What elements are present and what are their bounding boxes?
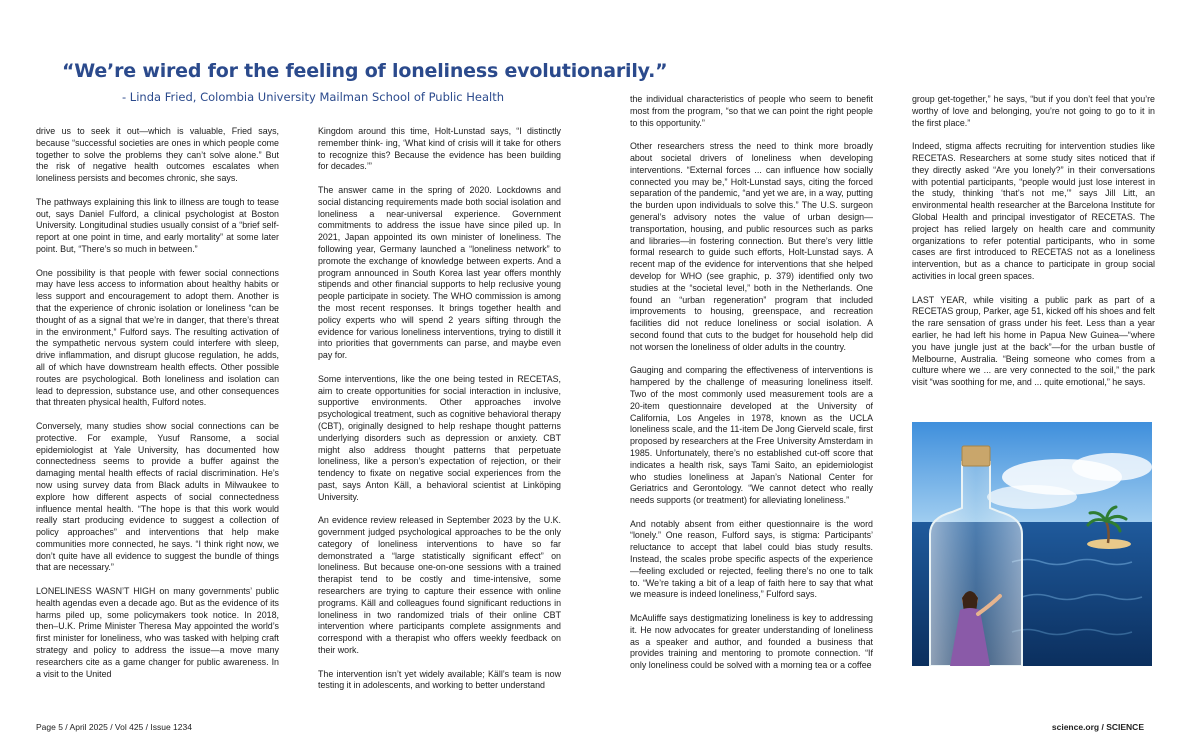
article-column-1	[36, 126, 279, 692]
paragraph: Other researchers stress the need to think more broadly about societal drivers of loneliness when developing interventions. “External forces ... can influence how socially connected you may be,” Holt-Lunstad says, citing the forced separation of the pandemic, “and yet we are, in a way, putting the burden upon individuals to solve this.” The U.S. surgeon general’s advisory notes the value of urban design—transportation, housing, and public resources such as parks and libraries—in fostering connection. But there’s very little formal research to guide such efforts, Holt-Lunstad says. A recent map of the evidence for interventions that she helped develop for WHO (see graphic, p. 379) identified only two studies at the “societal level,” both in the Netherlands. One found an “urban regeneration” program that included improvements to housing, greenspace, and recreation facilities did not reduce loneliness or social isolation. A second found that cuts to the budget for household help did not worsen the loneliness of older adults in the country.	[630, 141, 873, 352]
pull-quote-attribution: - Linda Fried, Colombia University Mailman School of Public Health	[122, 90, 505, 104]
cloud	[1072, 453, 1152, 481]
paragraph: An evidence review released in September 2023 by the U.K. government judged psychological approaches to be the only category of loneliness interventions to have so far demonstrated a “large statistically significant effect” on loneliness. But because one-on-one sessions with a trained therapist tend to be costly and time-intensive, some researchers are trying to capture their essence with online programs. Käll and colleagues found significant reductions in loneliness in two randomized trials of their online CBT intervention where participants complete assignments and correspond with a therapist who offers weekly feedback on their work.	[318, 515, 561, 656]
paragraph: drive us to seek it out—which is valuable, Fried says, because “successful societies are ones in which people come together to solve the problems they can’t solve alone.” But the risk of negative health outcomes escalates when loneliness persists and becomes chronic, she says.	[36, 126, 279, 184]
paragraph: One possibility is that people with fewer social connections may have less access to information about healthy habits or less support and encouragement to adopt them. Another is that the experience of chronic isolation or loneliness “can be thought of as a signal that we’re in danger, that there’s threat in the environment,” Fulford says. The resulting activation of the sympathetic nervous system could interfere with sleep, drive inflammation, and disrupt glucose regulation, he adds, all of which have downstream health effects. Other possible routes are psychological. Both loneliness and isolation can lead to depression, substance use, and other consequences that threaten physical health, Fulford notes.	[36, 267, 279, 408]
article-column-3	[630, 94, 873, 684]
cork	[962, 446, 990, 466]
paragraph: LONELINESS WASN’T HIGH on many governments’ public health agendas even a decade ago. But as the evidence of its harms piled up, some policymakers took notice. In 2018, then–U.K. Prime Minister Theresa May appointed the world’s first minister for loneliness, who was tasked with helping craft strategy and policy to address the issue—a move many researchers cite as a game changer for public awareness. In a visit to the United	[36, 586, 279, 679]
cloud	[987, 485, 1077, 509]
paragraph: Gauging and comparing the effectiveness of interventions is hampered by the challenge of measuring loneliness itself. Two of the most commonly used measurement tools are a 20-item questionnaire developed at the University of California, Los Angeles in 1978, known as the UCLA loneliness scale, and the 11-item De Jong Gierveld scale, first proposed by researchers at the Free University Amsterdam in 1985. Unfortunately, there’s no established cut-off score that indicates a health risk, says Tami Saito, an epidemiologist who studies loneliness at Japan’s National Center for Geriatrics and Gerontology. “We cannot detect who really needs supports (or treatment) for alleviating loneliness.”	[630, 365, 873, 506]
pull-quote-text: “We’re wired for the feeling of loneliness evolutionarily.”	[62, 60, 668, 82]
paragraph: Some interventions, like the one being tested in RECETAS, aim to create opportunities for social interaction in inclusive, supportive environments. Other approaches involve psychological treatment, such as cognitive behavioral therapy (CBT), originally designed to help reshape thought patterns underlying disorders such as depression or anxiety. CBT might also address thought patterns that perpetuate loneliness, like a person’s expectation of rejection, or their tendency to fixate on negative social experiences from the past, says Anton Käll, a behavioral scientist at Linköping University.	[318, 373, 561, 502]
paragraph: The pathways explaining this link to illness are tough to tease out, says Daniel Fulford, a clinical psychologist at Boston University. Longitudinal studies usually consist of a “brief self-report at one point in time, and early mortality” at some later point. But, “There’s so much in between.”	[36, 196, 279, 254]
article-column-4	[912, 94, 1155, 401]
footer-page-info: Page 5 / April 2025 / Vol 425 / Issue 1234	[36, 722, 192, 732]
article-column-2	[318, 126, 561, 704]
paragraph: Kingdom around this time, Holt-Lunstad says, “I distinctly remember think- ing, ‘What kind of crisis will it take for others to recognize this? Because the evidence has been building for decades.’”	[318, 126, 561, 172]
paragraph: the individual characteristics of people who seem to benefit most from the program, “so that we can point the right people to this opportunity.”	[630, 94, 873, 128]
paragraph: McAuliffe says destigmatizing loneliness is key to addressing it. He now advocates for greater understanding of loneliness as a speaker and author, and founded a business that provides training and mentoring to promote connection. “If only loneliness could be solved with a morning tea or a coffee	[630, 613, 873, 671]
paragraph: group get-together,” he says, “but if you don’t feel that you’re worthy of love and belonging, you’re not going to go to it in the first place.”	[912, 94, 1155, 128]
paragraph: Conversely, many studies show social connections can be protective. For example, Yusuf Ransome, a social epidemiologist at Yale University, has documented how connectedness seems to provide a buffer against the damaging mental health effects of racial discrimination. He’s now using survey data from Black adults in Milwaukee to explore how different aspects of social connectedness influence mental health. “The hope is that this work would really start producing evidence to suggest a collection of policy approaches” and interventions that help make communities more connected, he says. “I think right now, we don’t quite have all evidence to suggest the bundle of things that are necessary.”	[36, 420, 279, 573]
bottle-island-illustration	[912, 422, 1152, 666]
footer-publication: science.org / SCIENCE	[1051, 722, 1144, 732]
paragraph: The intervention isn’t yet widely available; Käll’s team is now testing it in adolescents, and working to better understand	[318, 668, 561, 691]
pull-quote	[62, 60, 668, 104]
paragraph: LAST YEAR, while visiting a public park as part of a RECETAS group, Parker, age 51, kicked off his shoes and felt the rare sensation of grass under his feet. Less than a year earlier, he had left his home in Papua New Guinea—“where you have jungle just at the back”—for the urban bustle of Melbourne, Australia. “Being someone who comes from a culture where we ... are very connected to the soil,” the park visit “was soothing for me, and ... quite emotional,” he says.	[912, 294, 1155, 388]
paragraph: And notably absent from either questionnaire is the word “lonely.” One reason, Fulford says, is stigma: Participants’ reluctance to accept that label could bias study results. Instead, the scales probe specific aspects of the experience—feeling excluded or rejected, feeling there’s no one to talk to. “We’re taking a bit of a leap of faith here to say that what we measure is indeed loneliness,” Fulford says.	[630, 518, 873, 600]
paragraph: Indeed, stigma affects recruiting for intervention studies like RECETAS. Researchers at some study sites noticed that if they directly asked “Are you lonely?” in their conversations with potential participants, “people would just lose interest in the study, thinking ‘that’s not me,’” says Jill Litt, an environmental health researcher at the Barcelona Institute for Global Health and principal investigator of RECETAS. The project has relied largely on health care and community organizations to refer potential participants, who in some cases are first introduced to RECETAS not as a loneliness intervention, but as a chance to participate in group social activities in local green spaces.	[912, 141, 1155, 281]
paragraph: The answer came in the spring of 2020. Lockdowns and social distancing requirements made both social isolation and loneliness a near-universal experience. Government commitments to address the issue have since piled up. In 2021, Japan appointed its own minister of loneliness. The following year, Germany launched a “loneliness network” to promote the exchange of knowledge between experts. And a program announced in South Korea last year offers monthly stipends and other financial supports to help reclusive young people participate in society. The WHO commission is among the most recent responses. It brings together health and policy experts who will spend 2 years sifting through the evidence for various loneliness interventions, trying to distill it into priorities that governments can parse, and maybe even pay for.	[318, 184, 561, 361]
